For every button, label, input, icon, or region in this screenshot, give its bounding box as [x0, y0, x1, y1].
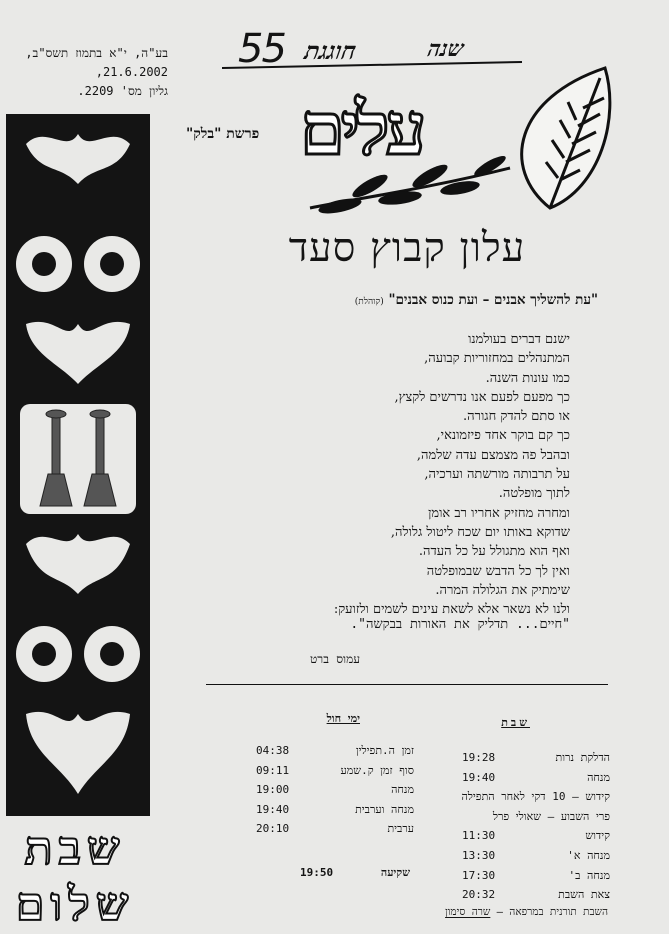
clinic-duty-name: שרה סימון — [445, 906, 491, 918]
anniversary-number: 55 — [238, 26, 285, 72]
row-label: הדלקת נרות — [555, 751, 610, 764]
row-label: מנחה — [587, 770, 610, 784]
schedule-row — [462, 787, 610, 807]
quote-text: "עת להשליך אבנים – ועת כנוס אבנים" — [388, 292, 598, 308]
row-label: קידוש — [585, 829, 610, 843]
poem-line: ולנו לא נשאר אלא לשאת עינים לשמים ולזועק: — [333, 602, 570, 618]
poem-line: ישנם דברים בעולמנו — [468, 332, 570, 347]
anniversary-year: שנה — [425, 36, 466, 62]
poem-line: ואין לך כל הדבש שבמופלטה — [426, 563, 570, 579]
schedule-row — [462, 826, 610, 846]
row-label: סוף זמן ק.שמע — [340, 763, 414, 777]
row-label: ערבית — [387, 822, 414, 836]
newsletter-subtitle: עלון קבוץ סעד — [288, 225, 526, 271]
schedule-row — [256, 741, 414, 761]
poem-line: כך מפעם לפעם אנו נדרשים לקצץ, — [394, 389, 570, 405]
poem-line: ומחרה מחזיק אחריו רב אומן — [428, 505, 570, 521]
poem-line: כמו עונות השנה. — [485, 370, 570, 386]
schedule-row — [256, 800, 414, 820]
row-label: זמן ה.תפילין — [355, 744, 414, 757]
sunset-label: שקיעה — [380, 866, 410, 879]
shabbat-heading: שבת — [501, 716, 530, 729]
row-time: 19:28 — [462, 751, 496, 764]
decorative-border-image — [6, 114, 150, 816]
row-time: 11:30 — [462, 829, 496, 843]
row-time: 19:40 — [462, 770, 496, 784]
row-label: מנחה א' — [567, 848, 610, 862]
weekday-heading: ימי חול — [326, 712, 360, 725]
row-time: 20:10 — [256, 822, 290, 836]
poem-line: שדוקא באותו יום שכח ליטול גלולה, — [390, 524, 570, 540]
row-time: 19:00 — [256, 783, 290, 797]
poem-line: המתנהלים במחזוריות קבועה, — [424, 351, 570, 367]
schedule-row — [256, 819, 414, 839]
schedule-row — [462, 748, 610, 768]
closing-line: "חיים... תדליק את האורות בבקשה". — [350, 617, 570, 632]
date-block — [25, 44, 168, 101]
newsletter-title: עלים — [300, 86, 423, 171]
row-time: 20:32 — [462, 888, 496, 902]
clinic-duty-note — [380, 906, 608, 918]
poem-line: לתוך מופלטה. — [498, 486, 570, 502]
row-time: 04:38 — [256, 744, 290, 757]
schedule-row — [256, 780, 414, 800]
row-label: מנחה — [391, 783, 414, 797]
poem-line: על תרבותה מורשתה וערכיה, — [424, 467, 570, 483]
row-time: 19:40 — [256, 802, 290, 816]
weekday-schedule — [256, 741, 414, 839]
poem-line: או סתם להדק חגורה. — [462, 409, 570, 425]
hebrew-date: בע"ה, י"א בתמוז תשס"ב, — [25, 46, 168, 60]
poem-line: ואף הוא מתגולל על כל העדה. — [418, 544, 570, 560]
sunset-time — [300, 866, 410, 879]
schedule-row — [462, 866, 610, 886]
schedule-row — [462, 846, 610, 866]
greeting-line-1: שבת — [24, 821, 126, 875]
quote-source: (קוהלת) — [354, 297, 384, 307]
row-label: מנחה ב' — [568, 868, 610, 882]
row-time: 17:30 — [462, 868, 496, 882]
anniversary-word: חוגגת — [302, 36, 359, 65]
row-label: קידוש – 10 דקי לאחר התפילה — [461, 790, 610, 804]
shabbat-shalom-greeting — [0, 820, 150, 932]
greeting-line-2: שלום — [15, 877, 135, 931]
poem-line: שימתיק את הגלולה המרה. — [435, 582, 570, 598]
schedule-row — [462, 807, 610, 827]
clinic-duty-label: השבת תורנית במרפאה – — [490, 906, 608, 918]
schedule-row — [462, 885, 610, 905]
ecclesiastes-quote — [268, 292, 598, 308]
row-time: 13:30 — [462, 848, 496, 862]
parsha-name: פרשת "בלק" — [186, 126, 260, 142]
gregorian-date: 21.6.2002, — [95, 65, 168, 79]
row-label: מנחה וערבית — [355, 802, 414, 816]
divider — [206, 684, 608, 685]
issue-number-line: גליון מס' 2209. — [77, 84, 168, 98]
poem-line: ובהבל פה מצמצם עדה שלמה, — [416, 447, 570, 463]
row-label: פרי השבוע – שאולי פרל — [492, 809, 610, 823]
row-time: 09:11 — [256, 763, 290, 777]
row-label: צאת השבת — [558, 888, 610, 902]
schedule-row — [462, 768, 610, 788]
poem — [270, 330, 570, 619]
shabbat-schedule — [462, 748, 610, 905]
poem-line: כך קם בוקר אחד פיזמונאי, — [436, 428, 570, 444]
author-name: עמוס ברט — [310, 652, 360, 666]
schedule-row — [256, 761, 414, 781]
sunset-value: 19:50 — [300, 866, 334, 879]
